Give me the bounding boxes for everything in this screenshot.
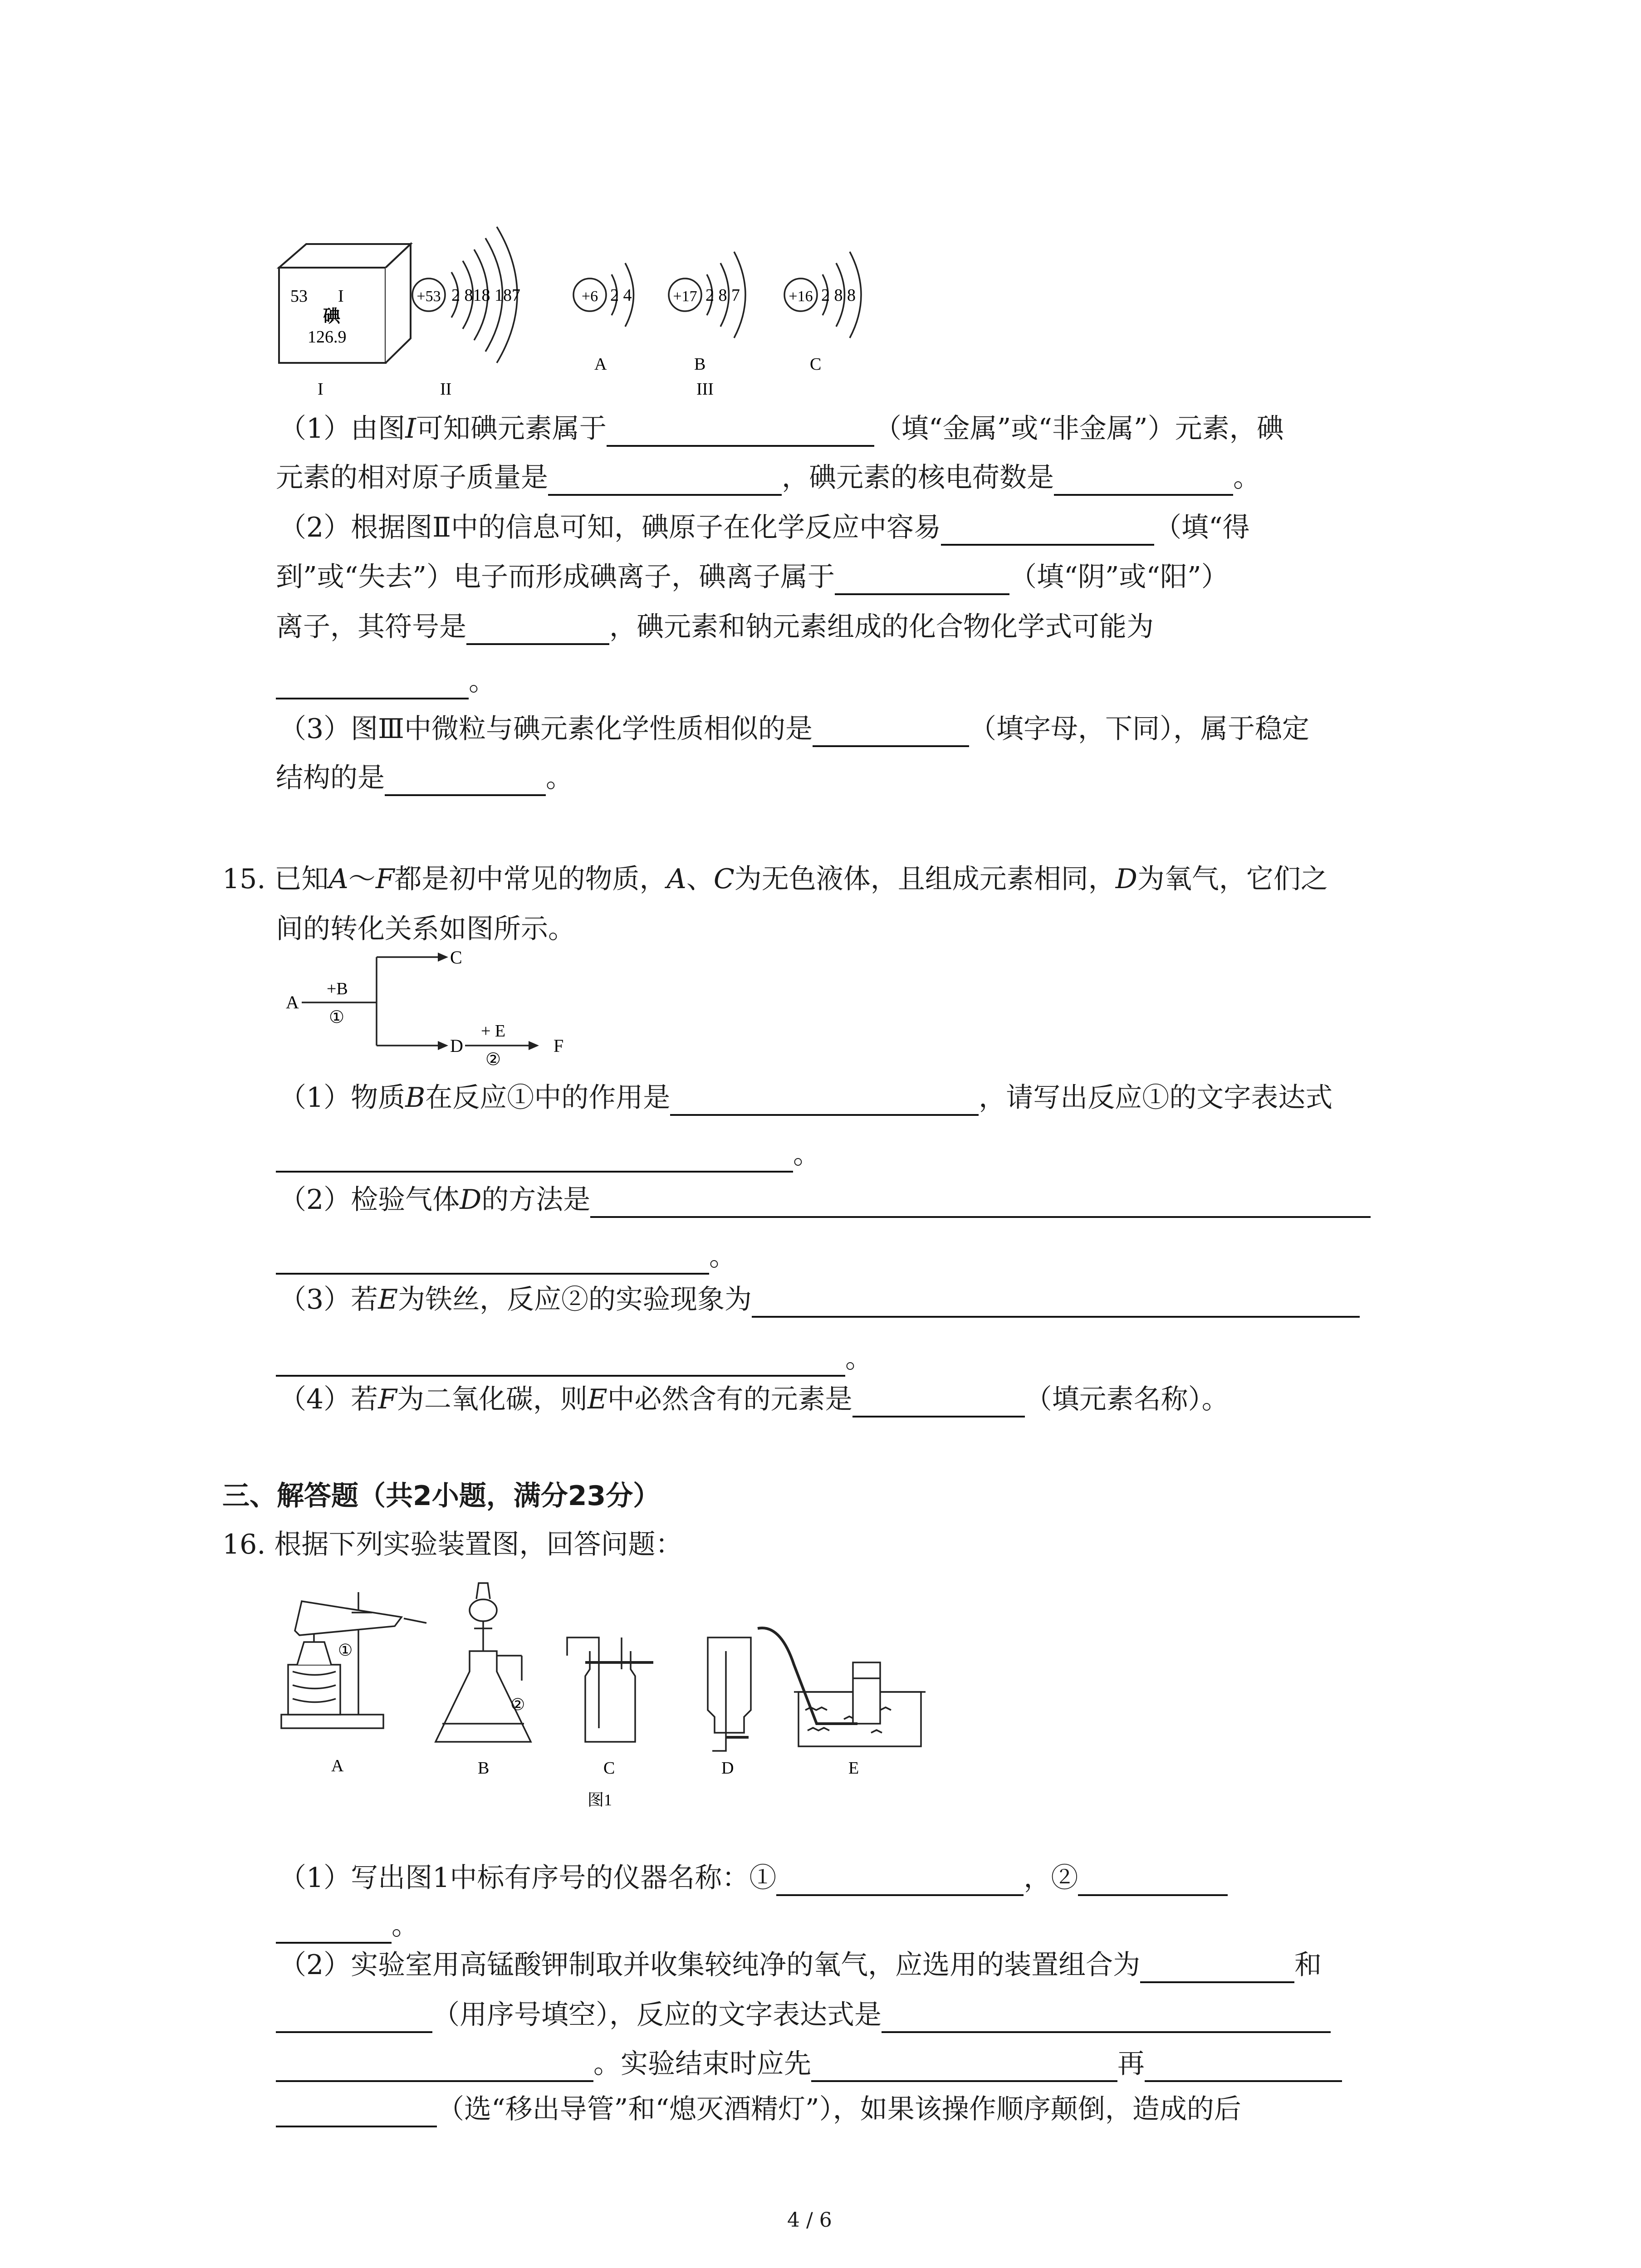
answer-blank[interactable] <box>466 615 609 645</box>
answer-blank[interactable] <box>1054 466 1233 496</box>
atom-A-nucleus: +6 <box>581 288 598 305</box>
answer-blank[interactable] <box>276 670 469 699</box>
q14-part2-line4: 。 <box>276 663 496 699</box>
atom-B-label: B <box>694 355 706 374</box>
atom-C-diagram <box>784 252 861 374</box>
atom-C-label: C <box>810 355 822 374</box>
fig-label-II: II <box>440 380 452 399</box>
q15-part4-line1: （4）若F为二氧化碳，则E中必然含有的元素是 （填元素名称）。 <box>279 1381 1229 1418</box>
atom-A-diagram <box>573 263 634 374</box>
q16-stem: 16. 根据下列实验装置图，回答问题： <box>222 1529 683 1560</box>
atom-C-nucleus: +16 <box>789 288 813 305</box>
diagram-C: C <box>450 947 462 968</box>
fig-label-III: III <box>696 380 714 399</box>
iodine-electrons: 2 818 187 <box>451 286 520 305</box>
q15-part2-line1: （2）检验气体D的方法是 <box>279 1182 1371 1218</box>
apparatus-E <box>758 1628 926 1746</box>
q14-part3-line1: （3）图Ⅲ中微粒与碘元素化学性质相似的是 （填字母，下同），属于稳定 <box>279 711 1309 747</box>
answer-blank[interactable] <box>882 2003 1331 2033</box>
fig-label-I: I <box>318 380 323 399</box>
q16-part2-line4: （选“移出导管”和“熄灭酒精灯”），如果该操作顺序颠倒，造成的后 <box>276 2091 1241 2127</box>
figure-caption: 图1 <box>588 1791 612 1809</box>
apparatus-B <box>436 1583 531 1742</box>
answer-blank[interactable] <box>276 1245 709 1275</box>
atom-B-electrons: 2 8 7 <box>705 286 740 305</box>
answer-blank[interactable] <box>276 1347 845 1377</box>
answer-blank[interactable] <box>752 1288 1360 1318</box>
apparatus-A-label: A <box>331 1756 344 1775</box>
atomic-structure-figure <box>272 213 953 404</box>
fig-mark-1: ① <box>338 1641 353 1659</box>
answer-blank[interactable] <box>670 1086 979 1116</box>
answer-blank[interactable] <box>811 2052 1117 2082</box>
q15-part3-line1: （3）若E为铁丝，反应②的实验现象为 <box>279 1281 1360 1318</box>
apparatus-D <box>708 1637 751 1751</box>
element-name: 碘 <box>323 307 341 326</box>
answer-blank[interactable] <box>385 766 546 796</box>
answer-blank[interactable] <box>276 1914 392 1944</box>
q16-part2-line1: （2）实验室用高锰酸钾制取并收集较纯净的氧气，应选用的装置组合为 和 <box>279 1947 1322 1983</box>
apparatus-A <box>281 1592 426 1728</box>
q14-part1-line2: 元素的相对原子质量是 ，碘元素的核电荷数是 。 <box>276 459 1260 496</box>
q16-part1-line1: （1）写出图1中标有序号的仪器名称：① ，② <box>279 1860 1228 1896</box>
q14-part1-line1: （1）由图I可知碘元素属于 （填“金属”或“非金属”）元素，碘 <box>279 411 1284 447</box>
answer-blank[interactable] <box>813 717 969 747</box>
q16-number: 16. <box>222 1529 266 1560</box>
answer-blank[interactable] <box>835 565 1009 595</box>
answer-blank[interactable] <box>276 2003 432 2033</box>
answer-blank[interactable] <box>548 466 782 496</box>
q14-part2-line1: （2）根据图Ⅱ中的信息可知，碘原子在化学反应中容易 （填“得 <box>279 509 1250 546</box>
q15-stem-line1: 15. 已知A～F都是初中常见的物质，A、C为无色液体，且组成元素相同，D为氧气，它们之 <box>222 863 1328 895</box>
apparatus-E-label: E <box>848 1759 859 1778</box>
apparatus-C <box>567 1637 653 1742</box>
answer-blank[interactable] <box>276 1143 793 1173</box>
atom-A-label: A <box>594 355 607 374</box>
iodine-nucleus: +53 <box>416 288 441 305</box>
q16-part2-line3: 。实验结束时应先 再 <box>276 2046 1342 2082</box>
q14-part2-line2: 到”或“失去”）电子而形成碘离子，碘离子属于 （填“阴”或“阳”） <box>276 559 1229 595</box>
answer-blank[interactable] <box>590 1188 1371 1218</box>
q16-part1-line2: 。 <box>276 1907 419 1944</box>
element-symbol: I <box>338 287 344 306</box>
apparatus-D-label: D <box>721 1759 734 1778</box>
diagram-r2: ② <box>485 1050 501 1066</box>
apparatus-B-label: B <box>478 1759 490 1778</box>
answer-blank[interactable] <box>776 1866 1024 1896</box>
q16-apparatus-figure <box>272 1574 953 1833</box>
answer-blank[interactable] <box>1078 1866 1228 1896</box>
diagram-B: +B <box>327 979 348 998</box>
atom-B-diagram <box>669 252 745 374</box>
q15-part1-line2: 。 <box>276 1136 820 1173</box>
q14-part3-line2: 结构的是 。 <box>276 760 573 796</box>
atom-B-nucleus: +17 <box>673 288 697 305</box>
element-mass: 126.9 <box>308 327 347 347</box>
q15-part1-line1: （1）物质B在反应①中的作用是 ，请写出反应①的文字表达式 <box>279 1080 1332 1116</box>
fig-mark-2: ② <box>510 1696 525 1714</box>
diagram-r1: ① <box>329 1008 345 1027</box>
element-number: 53 <box>290 287 308 306</box>
answer-blank[interactable] <box>941 516 1154 546</box>
answer-blank[interactable] <box>1145 2052 1342 2082</box>
diagram-D: D <box>450 1036 463 1056</box>
answer-blank[interactable] <box>607 417 874 447</box>
q15-stem-line2: 间的转化关系如图所示。 <box>276 913 575 945</box>
q15-part2-line2: 。 <box>276 1238 736 1275</box>
iodine-atom-diagram <box>412 227 520 363</box>
apparatus-C-label: C <box>603 1759 615 1778</box>
atom-C-electrons: 2 8 8 <box>821 286 856 305</box>
answer-blank[interactable] <box>852 1388 1025 1418</box>
q16-part2-line2: （用序号填空），反应的文字表达式是 <box>276 1997 1331 2033</box>
answer-blank[interactable] <box>276 2052 593 2082</box>
atom-A-electrons: 2 4 <box>610 286 632 305</box>
page-number: 4 / 6 <box>787 2209 832 2232</box>
element-card <box>279 244 411 363</box>
diagram-F: F <box>554 1036 564 1056</box>
q14-part2-line3: 离子，其符号是 ，碘元素和钠元素组成的化合物化学式可能为 <box>276 609 1154 645</box>
diagram-A: A <box>286 992 299 1012</box>
diagram-E: + E <box>481 1022 506 1041</box>
q15-conversion-diagram <box>281 943 599 1066</box>
q15-part3-line2: 。 <box>276 1340 872 1377</box>
q15-number: 15. <box>222 863 266 895</box>
answer-blank[interactable] <box>1140 1953 1294 1983</box>
section-title: 三、解答题（共2小题，满分23分） <box>222 1480 661 1512</box>
answer-blank[interactable] <box>276 2097 437 2127</box>
